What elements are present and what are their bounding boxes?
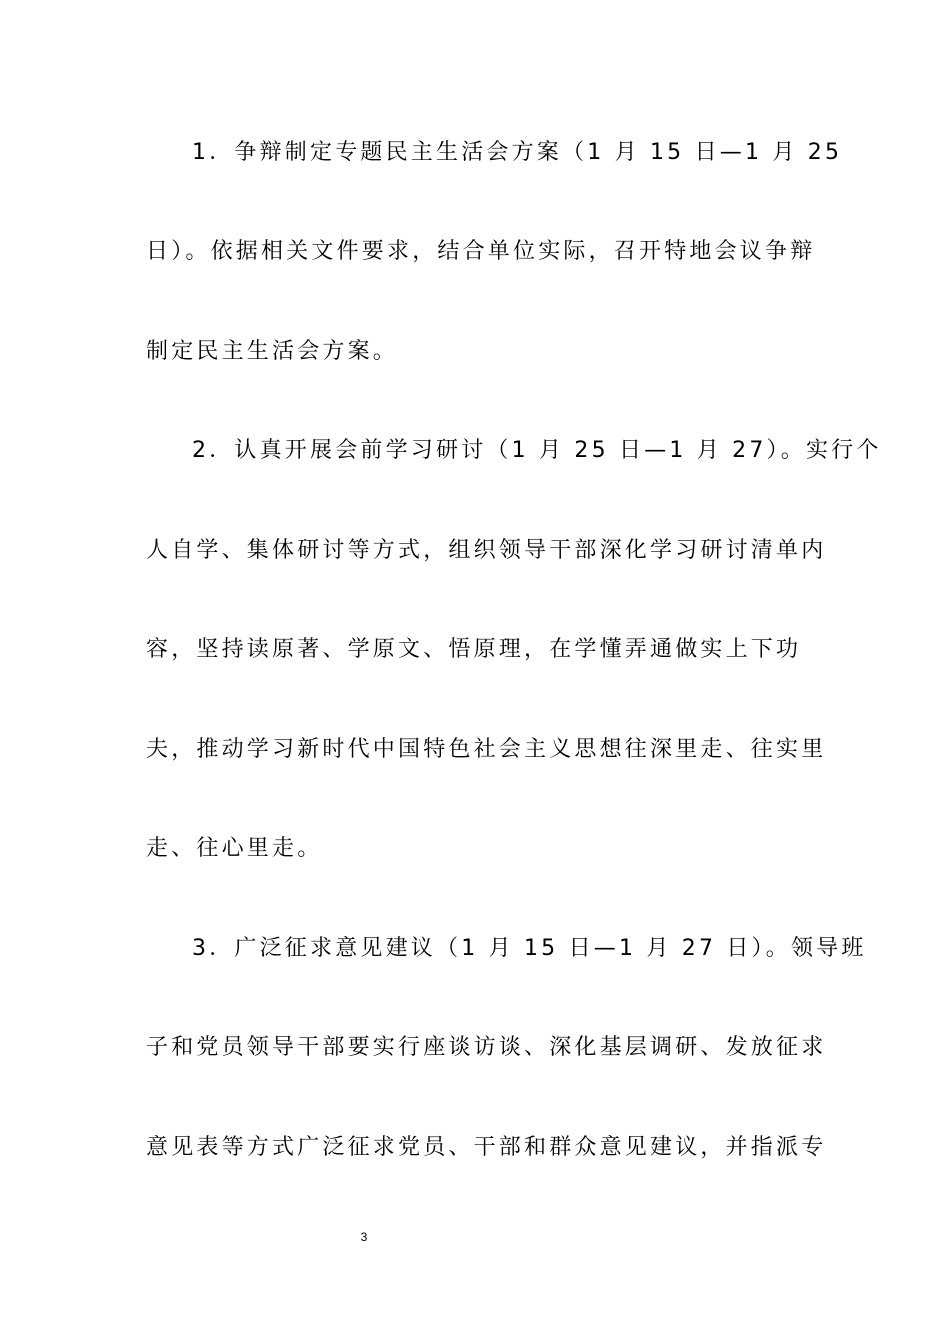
paragraph-line: 人自学、集体研讨等方式，组织领导干部深化学习研讨清单内 bbox=[146, 538, 827, 563]
paragraph-line: 2．认真开展会前学习研讨（1 月 25 日—1 月 27）。实行个 bbox=[192, 438, 882, 463]
paragraph-line: 1．争辩制定专题民主生活会方案（1 月 15 日—1 月 25 bbox=[192, 140, 843, 165]
paragraph-line: 制定民主生活会方案。 bbox=[146, 339, 399, 364]
paragraph-line: 3．广泛征求意见建议（1 月 15 日—1 月 27 日）。领导班 bbox=[192, 936, 867, 961]
paragraph-line: 子和党员领导干部要实行座谈访谈、深化基层调研、发放征求 bbox=[146, 1035, 827, 1060]
paragraph-line: 日）。依据相关文件要求，结合单位实际，召开特地会议争辩 bbox=[146, 239, 816, 264]
paragraph-line: 意见表等方式广泛征求党员、干部和群众意见建议，并指派专 bbox=[146, 1135, 827, 1160]
paragraph-line: 容，坚持读原著、学原文、悟原理，在学懂弄通做实上下功 bbox=[146, 637, 802, 662]
paragraph-line: 夫，推动学习新时代中国特色社会主义思想往深里走、往实里 bbox=[146, 737, 827, 762]
page-number: 3 bbox=[360, 1230, 368, 1244]
paragraph-line: 走、往心里走。 bbox=[146, 836, 323, 861]
